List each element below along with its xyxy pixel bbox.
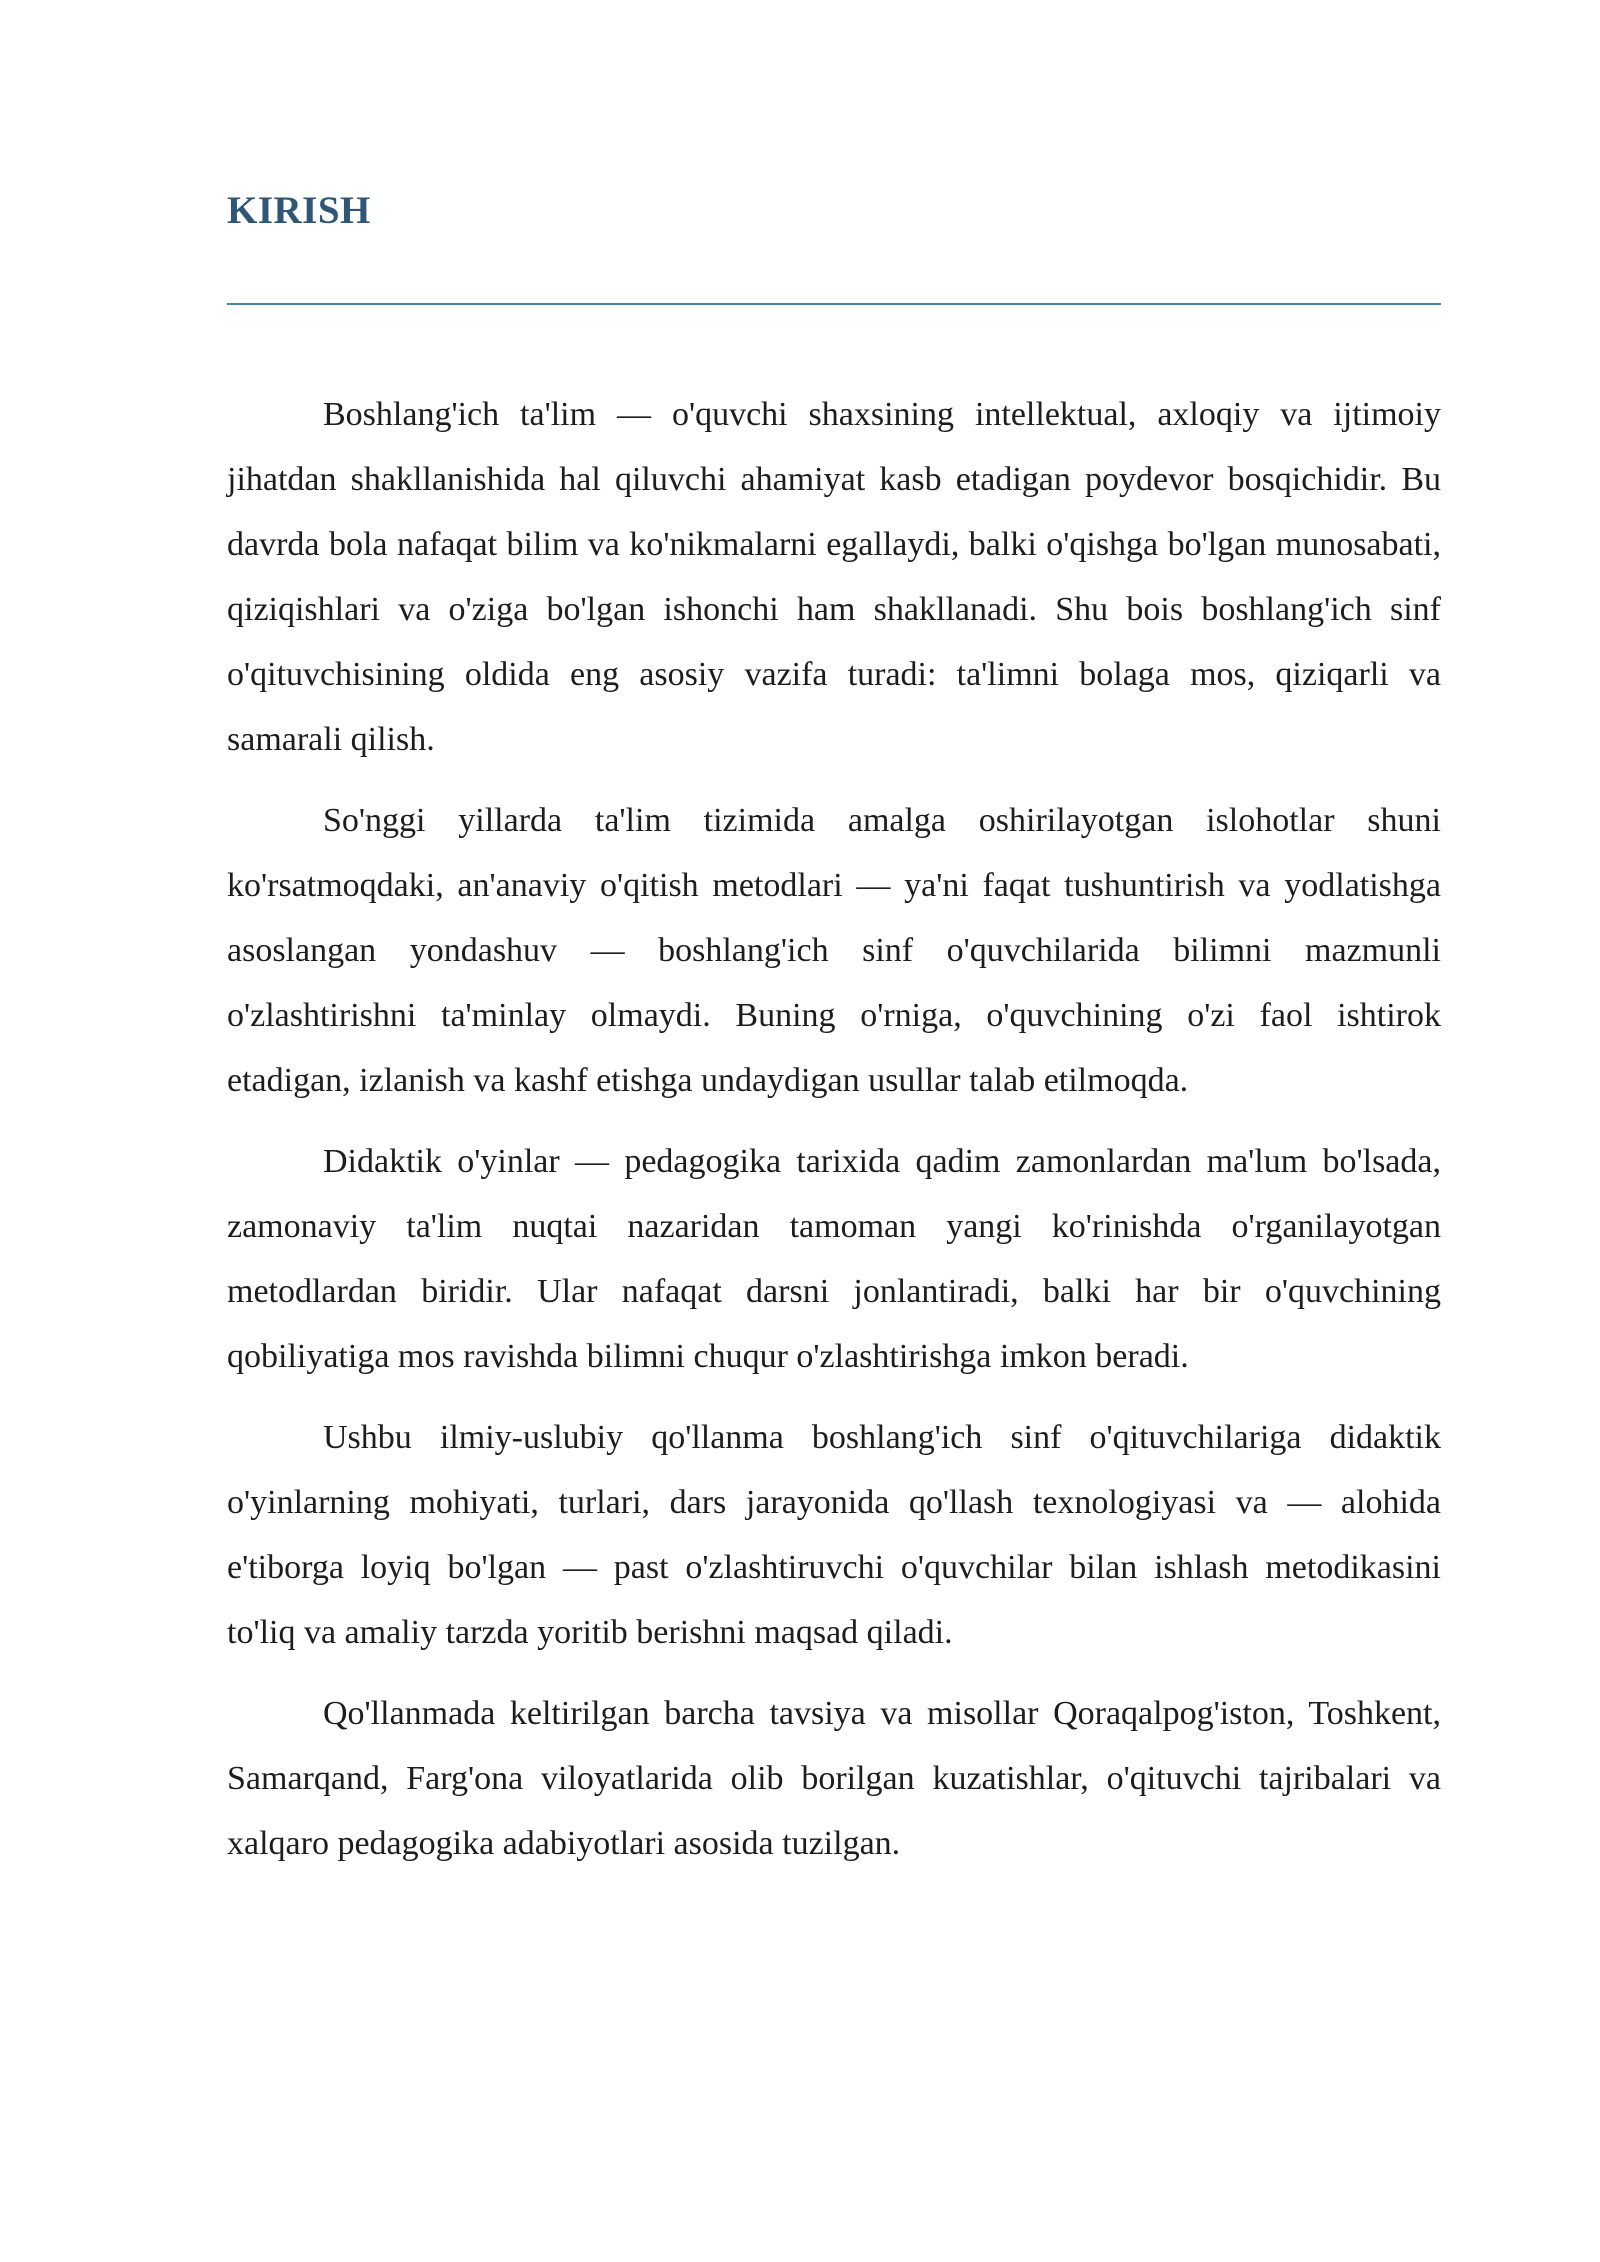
heading-divider <box>227 303 1441 305</box>
paragraph-5: Qo'llanmada keltirilgan barcha tavsiya va misollar Qoraqalpog'iston, Toshkent, Samarqand, Farg'ona viloyatlarida olib borilgan kuzatishlar, o'qituvchi tajribalari va xalqaro pedagogika adabiyotlari asosida tuzilgan. <box>227 1695 1441 1862</box>
paragraph-2: So'nggi yillarda ta'lim tizimida amalga oshirilayotgan islohotlar shuni ko'rsatmoqdaki, an'anaviy o'qitish metodlari — ya'ni faqat tushuntirish va yodlatishga asoslangan yondashuv — boshlang'ich sinf o'quvchilarida bilimni mazmunli o'zlashtirishni ta'minlay olmaydi. Buning o'rniga, o'quvchining o'zi faol ishtirok etadigan, izlanish va kashf etishga undaydigan usullar talab etilmoqda. <box>227 802 1441 1099</box>
paragraph-4: Ushbu ilmiy-uslubiy qo'llanma boshlang'ich sinf o'qituvchilariga didaktik o'yinlarning mohiyati, turlari, dars jarayonida qo'llash texnologiyasi va — alohida e'tiborga loyiq bo'lgan — past o'zlashtiruvchi o'quvchilar bilan ishlash metodikasini to'liq va amaliy tarzda yoritib berishni maqsad qiladi. <box>227 1419 1441 1651</box>
body-text <box>227 382 1441 1892</box>
section-heading: KIRISH <box>227 189 371 232</box>
paragraph-1: Boshlang'ich ta'lim — o'quvchi shaxsining intellektual, axloqiy va ijtimoiy jihatdan shakllanishida hal qiluvchi ahamiyat kasb etadigan poydevor bosqichidir. Bu davrda bola nafaqat bilim va ko'nikmalarni egallaydi, balki o'qishga bo'lgan munosabati, qiziqishlari va o'ziga bo'lgan ishonchi ham shakllanadi. Shu bois boshlang'ich sinf o'qituvchisining oldida eng asosiy vazifa turadi: ta'limni bolaga mos, qiziqarli va samarali qilish. <box>227 396 1441 758</box>
paragraph-3: Didaktik o'yinlar — pedagogika tarixida qadim zamonlardan ma'lum bo'lsada, zamonaviy ta'lim nuqtai nazaridan tamoman yangi ko'rinishda o'rganilayotgan metodlardan biridir. Ular nafaqat darsni jonlantiradi, balki har bir o'quvchining qobiliyatiga mos ravishda bilimni chuqur o'zlashtirishga imkon beradi. <box>227 1143 1441 1375</box>
